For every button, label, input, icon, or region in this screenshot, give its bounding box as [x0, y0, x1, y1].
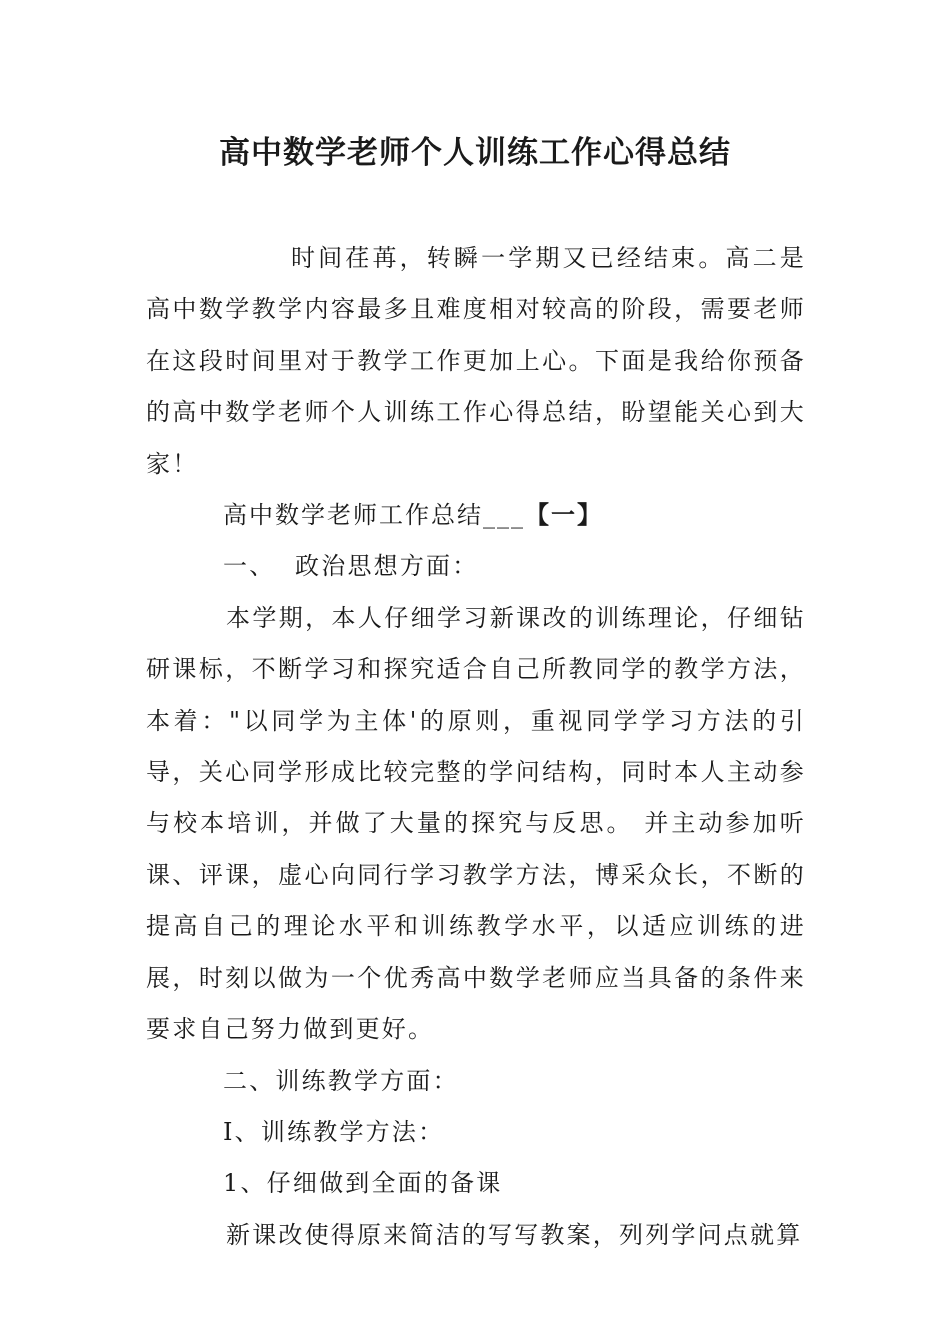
paragraph-political: 本学期，本人仔细学习新课改的训练理论，仔细钻研课标，不断学习和探究适合自己所教同学的教学方法，本着："以同学为主体'的原则，重视同学学习方法的引导，关心同学形成比较完整的学问结构，同时本人主动参与校本培训，并做了大量的探究与反思。 并主动参加听课、评课，虚心向同行学习教学方法，博采众长，不断的提高自己的理论水平和训练教学水平，以适应训练的进展，时刻以做为一个优秀高中数学老师应当具备的条件来要求自己努力做到更好。 — [146, 603, 806, 1044]
section-heading-bracket: 【一】 — [525, 501, 603, 530]
heading-teaching: 二、训练教学方面： — [223, 1066, 459, 1095]
section-heading-text: 高中数学老师工作总结___ — [223, 501, 525, 530]
heading-teaching-methods: Ⅰ、训练教学方法： — [223, 1117, 445, 1146]
section-heading — [146, 490, 806, 541]
paragraph-lesson-prep: 新课改使得原来简洁的写写教案，列列学问点就算 — [226, 1220, 803, 1249]
document-title: 高中数学老师个人训练工作心得总结 — [219, 135, 731, 171]
heading-lesson-prep: 1、仔细做到全面的备课 — [223, 1169, 503, 1198]
document-body — [146, 233, 806, 1261]
heading-political: 一、 政治思想方面： — [223, 552, 479, 581]
intro-paragraph: 时间荏苒，转瞬一学期又已经结束。高二是高中数学教学内容最多且难度相对较高的阶段，需要老师在这段时间里对于教学工作更加上心。下面是我给你预备的高中数学老师个人训练工作心得总结，盼望能关心到大家！ — [146, 244, 806, 478]
